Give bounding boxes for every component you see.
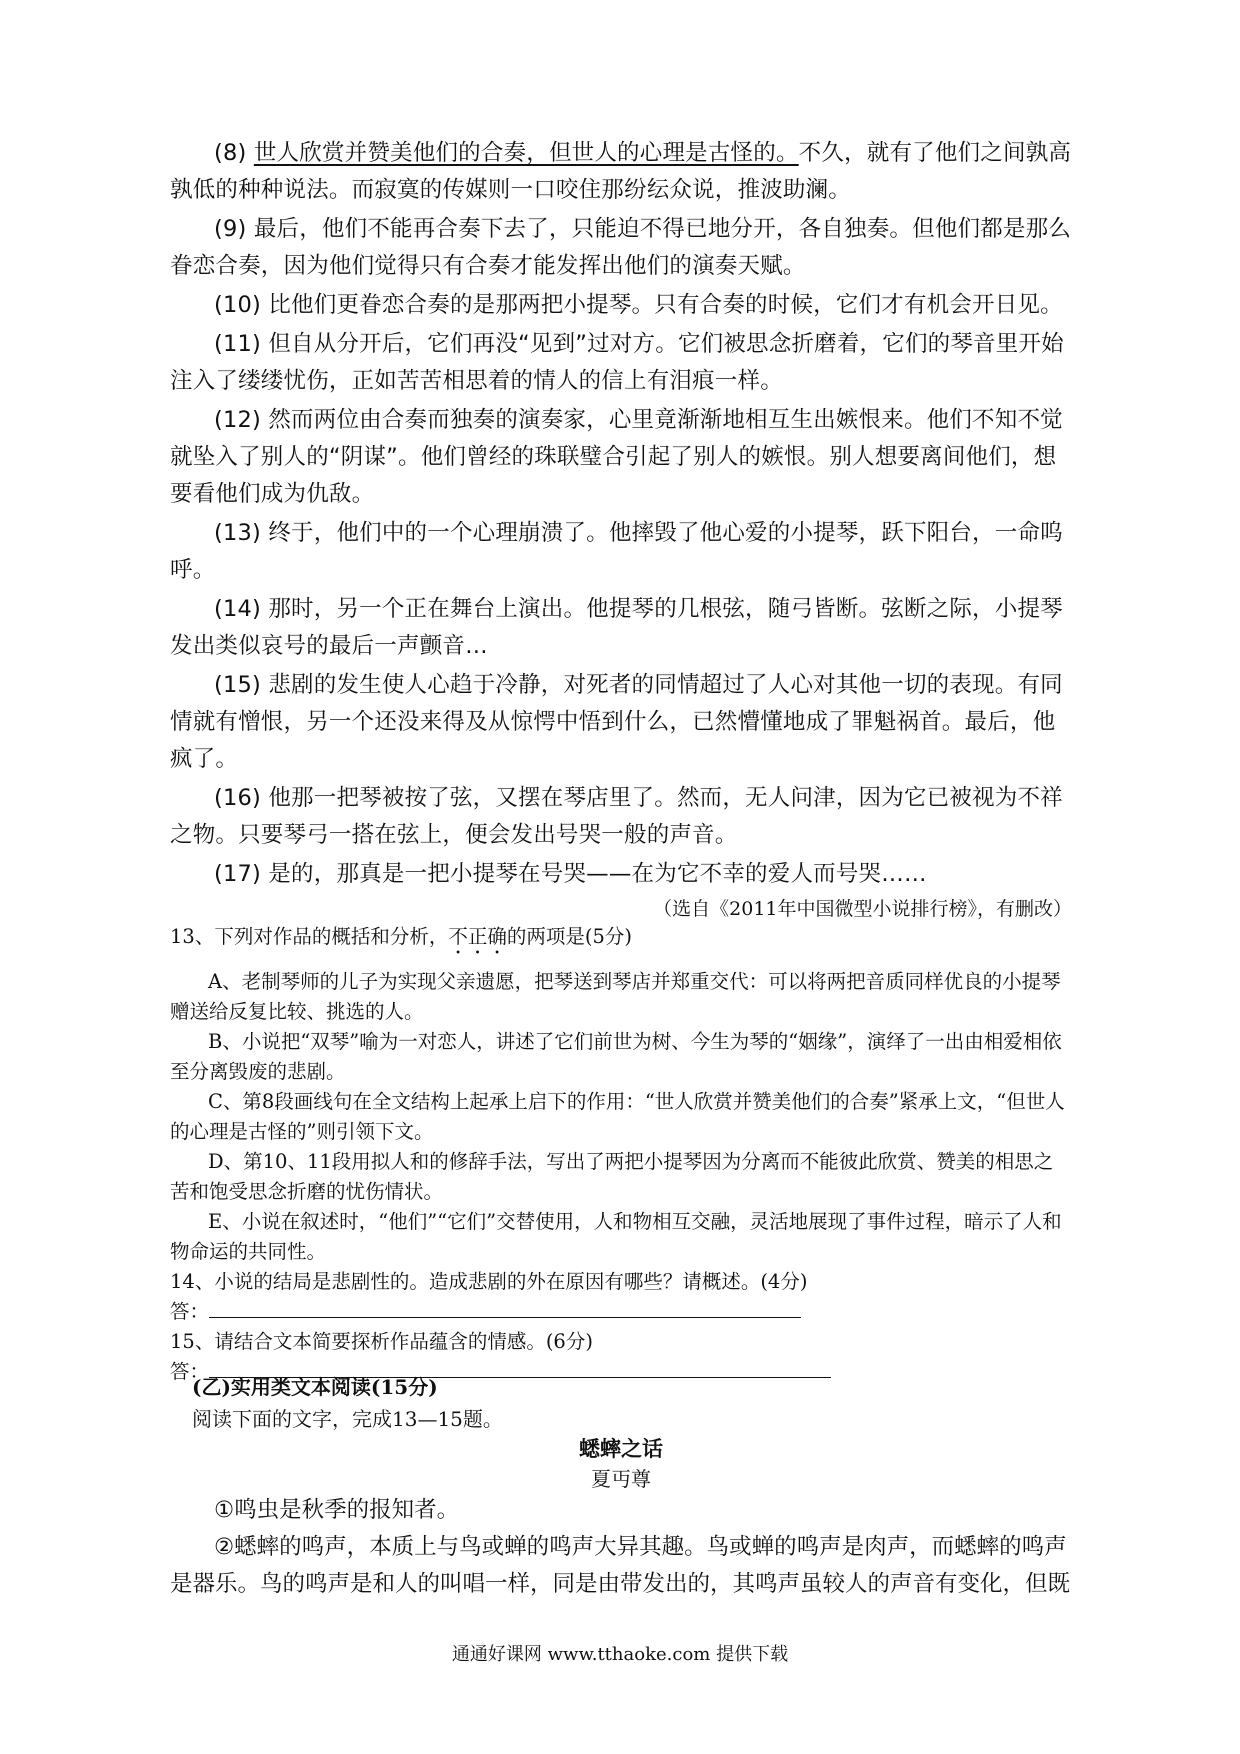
- question-13-points: 的两项是(5分): [506, 925, 632, 948]
- option-a: A、老制琴师的儿子为实现父亲遗愿，把琴送到琴店并郑重交代：可以将两把音质同样优良的小提琴赠送给反复比较、挑选的人。: [170, 970, 1061, 1023]
- source-citation: （选自《2011年中国微型小说排行榜》，有删改）: [653, 898, 1072, 920]
- essay-title: 蟋蟀之话: [579, 1436, 663, 1461]
- paragraph-12: (12) 然而两位由合奏而独奏的演奏家，心里竟渐渐地相互生出嫉恨来。他们不知不觉就坠入了别人的“阴谋”。他们曾经的珠联璧合引起了别人的嫉恨。别人想要离间他们，想要看他们成为仇敌。: [170, 407, 1063, 507]
- question-14: 14、小说的结局是悲剧性的。造成悲剧的外在原因有哪些？请概述。(4分): [170, 1270, 808, 1293]
- question-13-text: 13、下列对作品的概括和分析，: [170, 925, 449, 948]
- paragraph-13: (13) 终于，他们中的一个心理崩溃了。他摔毁了他心爱的小提琴，跃下阳台，一命呜呼。: [170, 520, 1063, 583]
- paragraph-8-rest: 不久，就有了他们之间孰高孰低的种种说法。而寂寞的传媒则一口咬住那纷纭众说，推波助澜。: [170, 140, 1072, 203]
- section-b-heading: [170, 1372, 1072, 1404]
- option-d: D、第10、11段用拟人和的修辞手法，写出了两把小提琴因为分离而不能彼此欣赏、赞美的相思之苦和饱受思念折磨的忧伤情状。: [170, 1150, 1054, 1203]
- essay-paragraph-2: ②蟋蟀的鸣声，本质上与鸟或蝉的鸣声大异其趣。鸟或蝉的鸣声是肉声，而蟋蟀的鸣声是器乐。鸟的鸣声是和人的叫唱一样，同是由带发出的，其鸣声虽较人的声音有变化，但既: [170, 1534, 1071, 1597]
- paragraph-11: (11) 但自从分开后，它们再没“见到”过对方。它们被思念折磨着，它们的琴音里开始注入了缕缕忧伤，正如苦苦相思着的情人的信上有泪痕一样。: [170, 331, 1064, 394]
- option-e: E、小说在叙述时，“他们”“它们”交替使用，人和物相互交融，灵活地展现了事件过程，暗示了人和物命运的共同性。: [170, 1210, 1062, 1263]
- question-13: [170, 922, 1072, 959]
- option-c: C、第8段画线句在全文结构上起承上启下的作用：“世人欣赏并赞美他们的合奏”紧承上文，“但世人的心理是古怪的”则引领下文。: [170, 1090, 1065, 1143]
- paragraph-14: (14) 那时，另一个正在舞台上演出。他提琴的几根弦，随弓皆断。弦断之际，小提琴发出类似哀号的最后一声颤音…: [170, 596, 1063, 659]
- section-b-title: (乙)实用类文本阅读(15分): [192, 1375, 438, 1399]
- essay-text: [170, 1492, 1072, 1603]
- paragraph-16: (16) 他那一把琴被按了弦，又摆在琴店里了。然而，无人问津，因为它已被视为不祥之物。只要琴弓一搭在弦上，便会发出号哭一般的声音。: [170, 785, 1063, 848]
- section-b-instruction: 阅读下面的文字，完成13—15题。: [192, 1407, 503, 1431]
- paragraph-17: (17) 是的，那真是一把小提琴在号哭——在为它不幸的爱人而号哭……: [214, 861, 927, 887]
- answer-14: [170, 1297, 1072, 1327]
- section-b: [170, 1372, 1072, 1494]
- answer-14-label: 答：: [170, 1300, 210, 1323]
- paragraph-10: (10) 比他们更眷恋合奏的是那两把小提琴。只有合奏的时候，它们才有机会开日见。: [214, 292, 1063, 318]
- question-15: 15、请结合文本简要探析作品蕴含的情感。(6分): [170, 1330, 593, 1353]
- paragraph-9: (9) 最后，他们不能再合奏下去了，只能迫不得已地分开，各自独奏。但他们都是那么眷恋合奏，因为他们觉得只有合奏才能发挥出他们的演奏天赋。: [170, 216, 1072, 279]
- page-footer: 通通好课网 www.tthaoke.com 提供下载: [451, 1644, 789, 1665]
- paragraph-8-number: (8): [214, 140, 247, 166]
- answer-14-line[interactable]: [209, 1297, 801, 1318]
- essay-author: 夏丏尊: [591, 1467, 651, 1491]
- paragraph-15: (15) 悲剧的发生使人心趋于冷静，对死者的同情超过了人心对其他一切的表现。有同情就有憎恨，另一个还没来得及从惊愕中悟到什么，已然懵懂地成了罪魁祸首。最后，他疯了。: [170, 672, 1063, 772]
- emphasis-not-correct: 不正确: [448, 925, 507, 948]
- paragraph-8: [170, 135, 1072, 209]
- option-b: B、小说把“双琴”喻为一对恋人，讲述了它们前世为树、今生为琴的“姻缘”，演绎了一出由相爱相依至分离毁废的悲剧。: [170, 1030, 1062, 1083]
- questions-block: [170, 922, 1072, 1387]
- answer-15-label: 答：: [170, 1360, 210, 1383]
- underlined-sentence: 世人欣赏并赞美他们的合奏，但世人的心理是古怪的。: [253, 140, 799, 166]
- story-text: [170, 135, 1072, 893]
- essay-paragraph-1: ①鸣虫是秋季的报知者。: [214, 1497, 460, 1523]
